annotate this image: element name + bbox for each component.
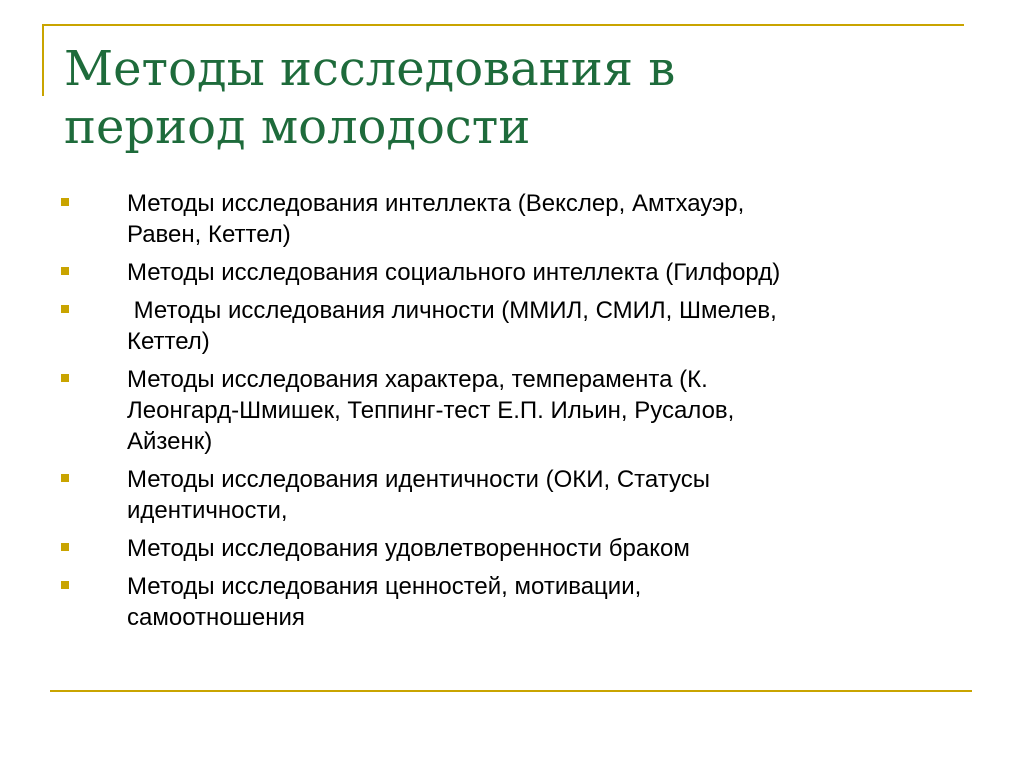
bullet-text-line: Равен, Кеттел) bbox=[127, 221, 291, 248]
left-divider bbox=[42, 24, 44, 96]
slide-title bbox=[64, 40, 944, 156]
bullet-item bbox=[60, 188, 960, 250]
bottom-divider bbox=[50, 690, 972, 692]
slide-title-line: Методы исследования в bbox=[64, 41, 676, 97]
bullet-text-line: Методы исследования личности (ММИЛ, СМИЛ, Шмелев, bbox=[127, 297, 777, 324]
bullet-item bbox=[60, 464, 960, 526]
bullet-item bbox=[60, 295, 960, 357]
bullet-text-line: самоотношения bbox=[127, 604, 305, 631]
bullet-item bbox=[60, 257, 960, 288]
bullet-text-line: Методы исследования удовлетворенности браком bbox=[127, 535, 690, 562]
bullet-text-line: Кеттел) bbox=[127, 328, 210, 355]
bullet-item bbox=[60, 533, 960, 564]
bullet-item bbox=[60, 364, 960, 457]
square-bullet-icon bbox=[61, 474, 69, 482]
slide-title-line: период молодости bbox=[64, 99, 531, 155]
square-bullet-icon bbox=[61, 305, 69, 313]
bullet-text-line: Айзенк) bbox=[127, 428, 213, 455]
square-bullet-icon bbox=[61, 374, 69, 382]
bullet-text-line: идентичности, bbox=[127, 497, 288, 524]
square-bullet-icon bbox=[61, 543, 69, 551]
bullet-text-line: Методы исследования интеллекта (Векслер, Амтхауэр, bbox=[127, 190, 745, 217]
bullet-list bbox=[60, 188, 960, 640]
bullet-text-line: Методы исследования ценностей, мотивации, bbox=[127, 573, 642, 600]
bullet-text-line: Леонгард-Шмишек, Теппинг-тест Е.П. Ильин, Русалов, bbox=[127, 397, 735, 424]
bullet-item bbox=[60, 571, 960, 633]
bullet-text-line: Методы исследования характера, темперамента (К. bbox=[127, 366, 708, 393]
bullet-text-line: Методы исследования идентичности (ОКИ, Статусы bbox=[127, 466, 710, 493]
top-divider bbox=[42, 24, 964, 26]
square-bullet-icon bbox=[61, 581, 69, 589]
square-bullet-icon bbox=[61, 198, 69, 206]
square-bullet-icon bbox=[61, 267, 69, 275]
bullet-text-line: Методы исследования социального интеллекта (Гилфорд) bbox=[127, 259, 781, 286]
